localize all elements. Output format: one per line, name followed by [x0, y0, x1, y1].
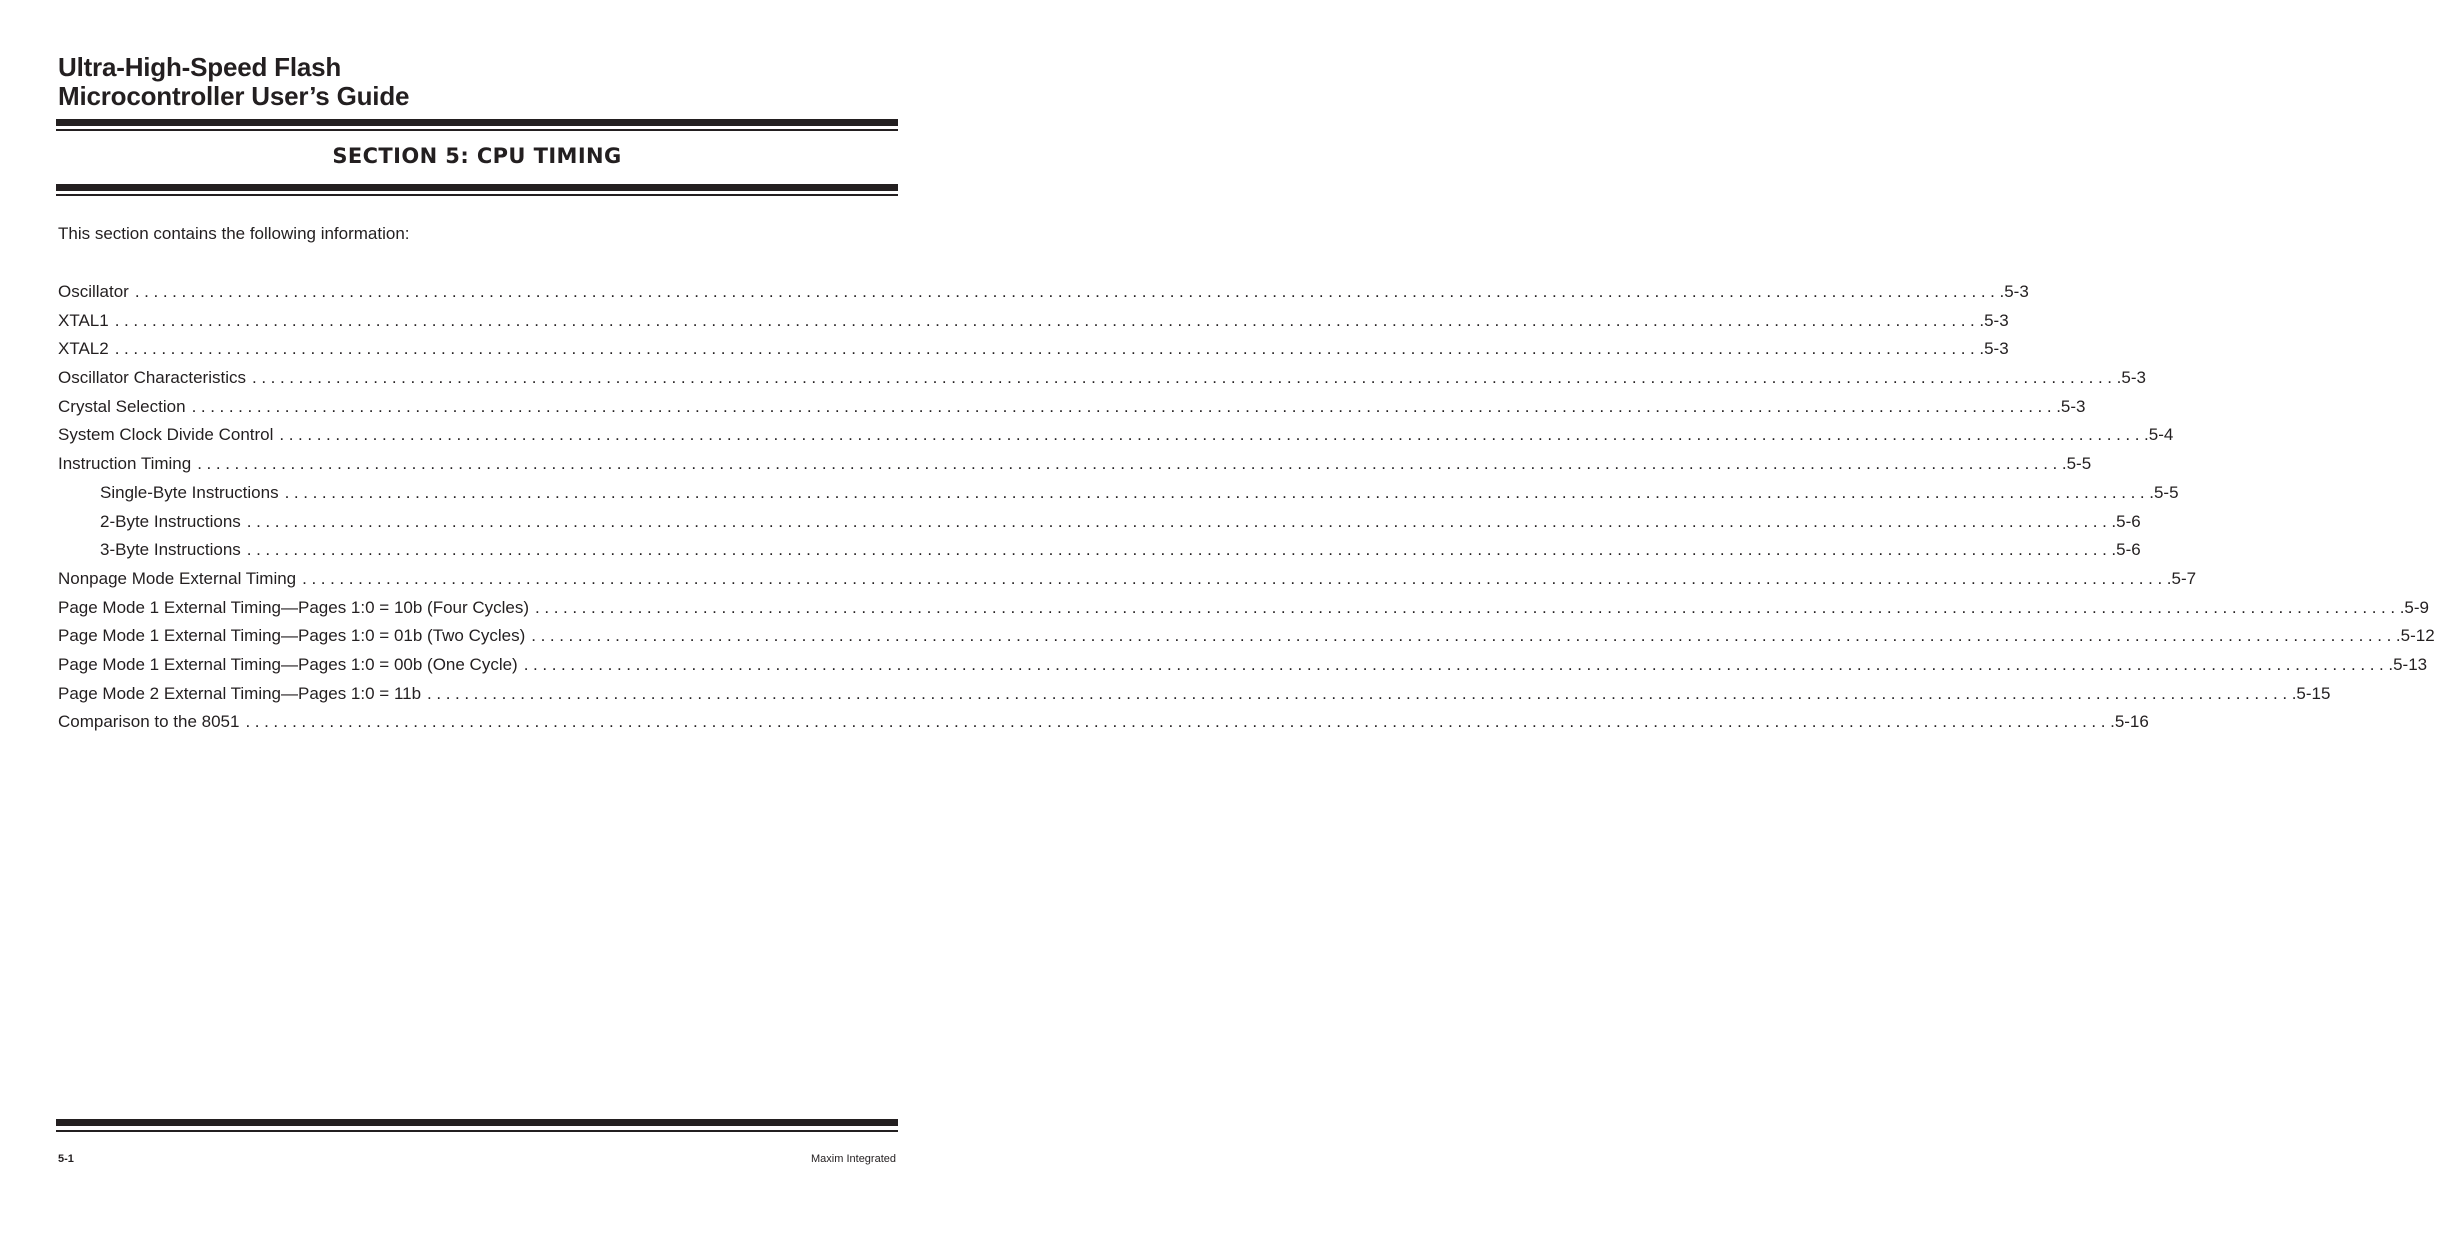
document-title-line-2: Microcontroller User’s Guide — [58, 81, 410, 111]
toc-entry-label: Crystal Selection — [58, 396, 186, 416]
toc-entry-label: System Clock Divide Control — [58, 425, 274, 445]
toc-entry-page: .5-5 — [2149, 482, 2179, 502]
section-heading: SECTION 5: CPU TIMING — [332, 144, 622, 168]
toc-entry-page: .5-9 — [2399, 597, 2429, 617]
toc-entry-page: .5-12 — [2395, 626, 2435, 646]
toc-entry-label: Page Mode 1 External Timing—Pages 1:0 = 10b (Four Cycles) — [58, 597, 530, 617]
toc-entry-page: .5-3 — [1979, 339, 2009, 359]
footer-page-number: 5-1 — [58, 1153, 74, 1165]
heading-rule-thick — [56, 184, 898, 191]
toc-dot-leader: ........................................................................................................................................................................................................ — [114, 339, 1980, 359]
toc-dot-leader: ........................................................................................................................................................................................................ — [531, 626, 2396, 646]
toc-entry-page: .5-6 — [2111, 540, 2141, 560]
toc-dot-leader: ........................................................................................................................................................................................................ — [246, 540, 2112, 560]
title-rule-thin — [56, 129, 898, 131]
heading-rule-thin — [56, 194, 898, 196]
toc-entry-page: .5-4 — [2144, 425, 2174, 445]
toc-entry[interactable] — [58, 339, 2009, 368]
toc-dot-leader: ........................................................................................................................................................................................................ — [252, 368, 2117, 388]
toc-entry-page: .5-3 — [1979, 310, 2009, 330]
toc-entry[interactable] — [58, 396, 2086, 426]
toc-entry-page: .5-5 — [2061, 454, 2092, 474]
toc-dot-leader: ........................................................................................................................................................................................................ — [302, 568, 2167, 588]
toc-entry-label: Page Mode 2 External Timing—Pages 1:0 = 11b — [58, 683, 422, 703]
toc-entry[interactable] — [58, 626, 2435, 655]
toc-entry-label: 2-Byte Instructions — [100, 511, 241, 531]
toc-entry-label: XTAL1 — [58, 310, 109, 330]
toc-entry[interactable] — [58, 654, 2428, 684]
toc-dot-leader: ........................................................................................................................................................................................................ — [114, 310, 1980, 330]
toc-dot-leader: ........................................................................................................................................................................................................ — [279, 425, 2145, 445]
toc-entry[interactable] — [58, 540, 2141, 569]
toc-entry[interactable] — [58, 712, 2149, 741]
toc-entry-page: .5-13 — [2388, 654, 2428, 674]
toc-dot-leader: ........................................................................................................................................................................................................ — [245, 712, 2111, 732]
toc-dot-leader: ........................................................................................................................................................................................................ — [191, 396, 2057, 416]
title-rule-thick — [56, 119, 898, 126]
toc-entry-label: Nonpage Mode External Timing — [58, 568, 297, 588]
toc-entry[interactable] — [58, 368, 2146, 397]
toc-entry-label: XTAL2 — [58, 339, 109, 359]
toc-entry[interactable] — [58, 282, 2029, 311]
toc-entry-label: Oscillator Characteristics — [58, 368, 246, 388]
toc-entry-page: .5-7 — [2166, 568, 2197, 588]
document-title-line-1: Ultra-High-Speed Flash — [58, 52, 342, 82]
toc-entry[interactable] — [58, 511, 2141, 541]
table-of-contents — [58, 282, 2435, 741]
toc-dot-leader: ........................................................................................................................................................................................................ — [523, 654, 2389, 674]
footer-rule-thick — [56, 1119, 898, 1126]
footer-company: Maxim Integrated — [811, 1153, 896, 1165]
toc-entry-page: .5-3 — [2056, 396, 2086, 416]
toc-dot-leader: ........................................................................................................................................................................................................ — [284, 482, 2150, 502]
toc-entry-page: .5-15 — [2291, 683, 2331, 703]
intro-text: This section contains the following information: — [58, 224, 410, 243]
toc-entry[interactable] — [58, 454, 2092, 483]
toc-entry-label: Comparison to the 8051 — [58, 712, 240, 732]
toc-dot-leader: ........................................................................................................................................................................................................ — [427, 683, 2292, 703]
toc-entry[interactable] — [58, 568, 2197, 598]
toc-entry-page: .5-3 — [2116, 368, 2146, 388]
toc-entry-label: Instruction Timing — [58, 454, 192, 474]
toc-entry-page: .5-6 — [2111, 511, 2141, 531]
toc-dot-leader: ........................................................................................................................................................................................................ — [197, 454, 2062, 474]
toc-entry-page: .5-16 — [2110, 712, 2149, 732]
footer-rule-thin — [56, 1130, 898, 1132]
toc-entry[interactable] — [58, 683, 2331, 713]
toc-dot-leader: ........................................................................................................................................................................................................ — [246, 511, 2112, 531]
toc-dot-leader: ........................................................................................................................................................................................................ — [535, 597, 2400, 617]
toc-entry[interactable] — [58, 310, 2009, 340]
document-title — [58, 53, 409, 111]
toc-entry[interactable] — [58, 482, 2179, 512]
toc-dot-leader: ........................................................................................................................................................................................................ — [134, 282, 2000, 301]
toc-entry-page: .5-3 — [1999, 282, 2029, 301]
toc-entry-label: Page Mode 1 External Timing—Pages 1:0 = 01b (Two Cycles) — [58, 626, 526, 646]
toc-entry-label: Page Mode 1 External Timing—Pages 1:0 = 00b (One Cycle) — [58, 654, 518, 674]
toc-entry[interactable] — [58, 425, 2174, 454]
toc-entry-label: 3-Byte Instructions — [100, 540, 241, 560]
toc-entry-label: Single-Byte Instructions — [100, 482, 279, 502]
toc-entry[interactable] — [58, 597, 2429, 627]
toc-entry-label: Oscillator — [58, 282, 129, 301]
